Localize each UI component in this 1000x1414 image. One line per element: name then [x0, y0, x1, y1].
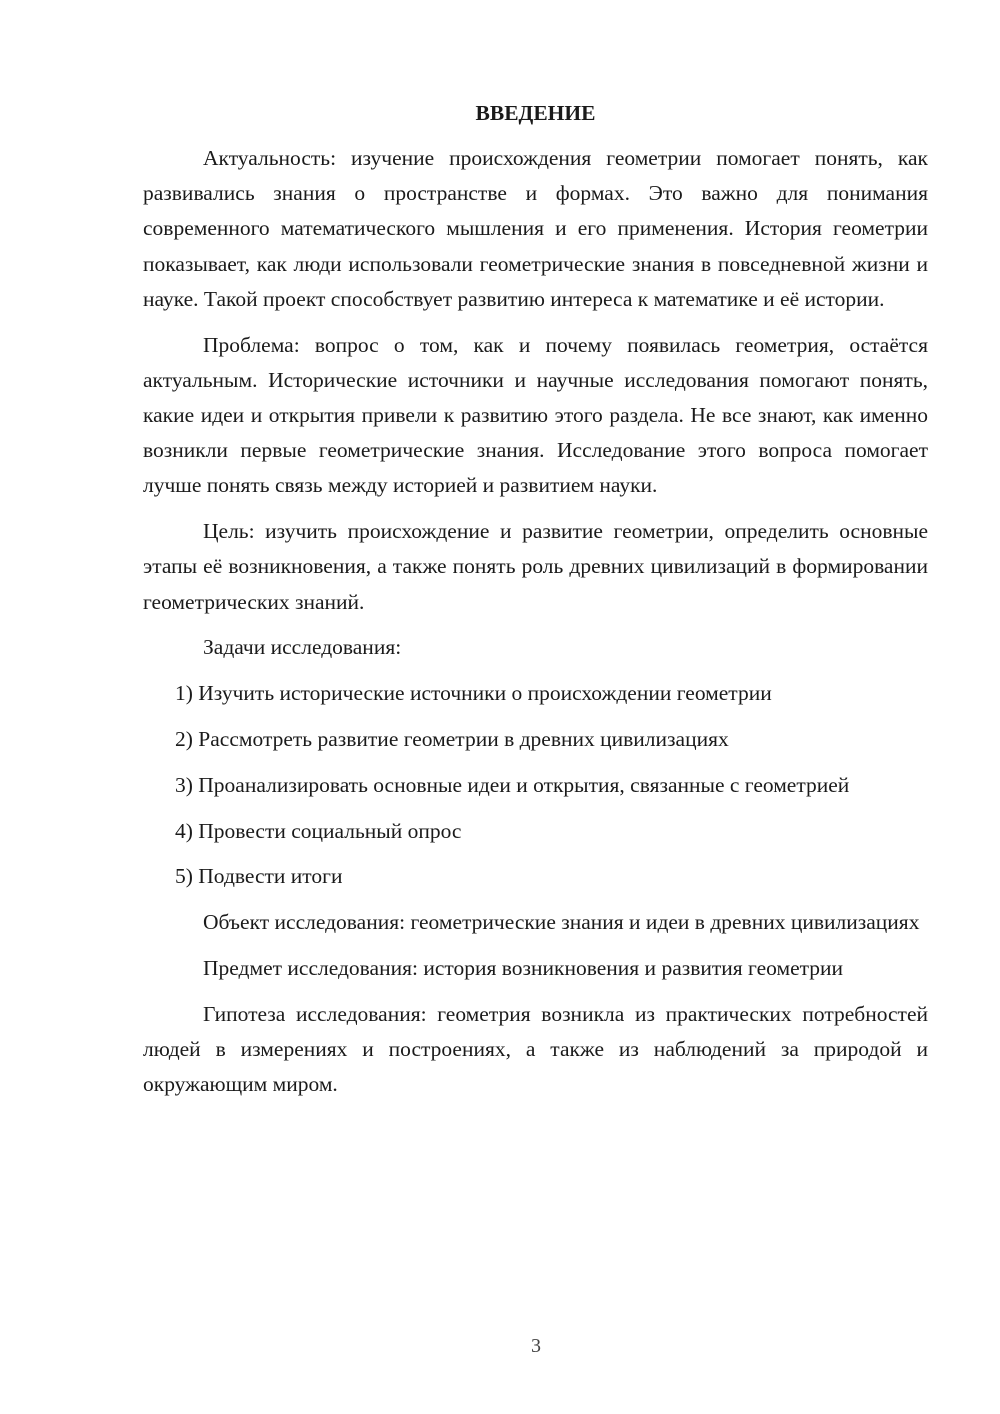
- tasks-title: Задачи исследования:: [203, 635, 402, 660]
- paragraph-object: Объект исследования: геометрические знания и идеи в древних цивилизациях: [203, 910, 920, 935]
- page-number: 3: [531, 1335, 541, 1357]
- section-heading: ВВЕДЕНИЕ: [475, 101, 596, 125]
- task-item-3: 3) Проанализировать основные идеи и открытия, связанные с геометрией: [175, 772, 850, 797]
- paragraph-subject: Предмет исследования: история возникновения и развития геометрии: [203, 956, 844, 980]
- paragraph-problem: Проблема: вопрос о том, как и почему появилась геометрия, остаётся актуальным. Исторические источники и научные исследования помогают понять, какие идеи и открытия привели к развитию этого раздела. Не все знают, как именно возникли первые геометрические знания. Исследование этого вопроса помогает лучше понять связь между историей и развитием науки.: [143, 332, 928, 498]
- paragraph-relevance: Актуальность: изучение происхождения геометрии помогает понять, как развивались знания о пространстве и формах. Это важно для понимания современного математического мышления и его применения. История геометрии показывает, как люди использовали геометрические знания в повседневной жизни и науке. Такой проект способствует развитию интереса к математике и её истории.: [143, 146, 928, 311]
- task-item-5: 5) Подвести итоги: [175, 864, 343, 889]
- task-item-2: 2) Рассмотреть развитие геометрии в древних цивилизациях: [175, 727, 729, 752]
- task-item-1: 1) Изучить исторические источники о происхождении геометрии: [175, 681, 772, 706]
- paragraph-hypothesis: Гипотеза исследования: геометрия возникла из практических потребностей людей в измерениях и построениях, а также из наблюдений за природой и окружающим миром.: [143, 1001, 928, 1097]
- task-item-4: 4) Провести социальный опрос: [175, 818, 462, 843]
- page-content: [143, 96, 928, 1113]
- paragraph-goal: Цель: изучить происхождение и развитие геометрии, определить основные этапы её возникновения, а также понять роль древних цивилизаций в формировании геометрических знаний.: [143, 519, 928, 614]
